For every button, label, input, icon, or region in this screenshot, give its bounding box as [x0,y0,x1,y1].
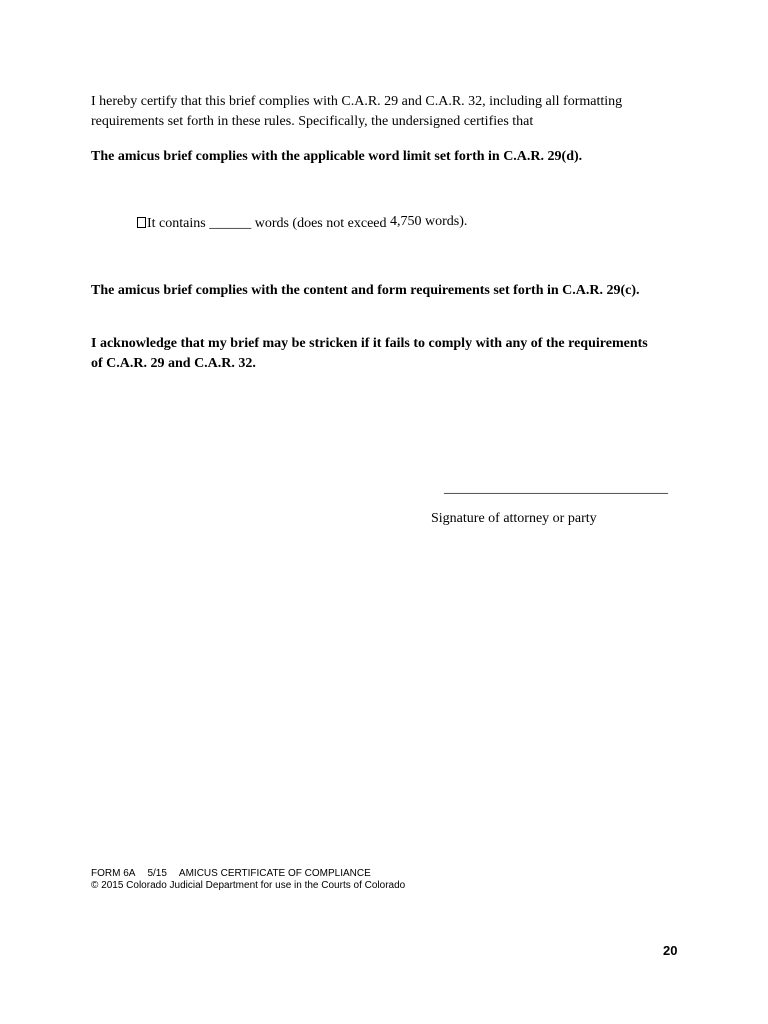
form-date: 5/15 [147,868,167,879]
certification-intro: I hereby certify that this brief complies with C.A.R. 29 and C.A.R. 32, including all formatting requirements set forth in these rules. Specifically, the undersigned certifies that [91,94,623,129]
form-title: AMICUS CERTIFICATE OF COMPLIANCE [178,868,371,879]
form-id: FORM 6A [91,868,136,879]
word-count-text: It contains ______ words (does not exceed [147,216,387,231]
form-footer [91,868,405,892]
word-count-max: 4,750 words). [390,214,468,229]
word-limit-statement: The amicus brief complies with the applicable word limit set forth in C.A.R. 29(d). [91,149,583,164]
checkbox-icon[interactable] [137,217,146,228]
acknowledgement-statement: I acknowledge that my brief may be stricken if it fails to comply with any of the requirements of C.A.R. 29 and C.A.R. 32. [91,336,648,371]
page-number: 20 [663,943,678,958]
signature-line: ________________________________ [444,481,668,496]
signature-label: Signature of attorney or party [431,511,597,526]
form-identifier [91,868,405,880]
word-count-line [137,214,467,234]
copyright-notice: © 2015 Colorado Judicial Department for use in the Courts of Colorado [91,880,406,891]
content-form-statement: The amicus brief complies with the content and form requirements set forth in C.A.R. 29(c). [91,283,640,298]
